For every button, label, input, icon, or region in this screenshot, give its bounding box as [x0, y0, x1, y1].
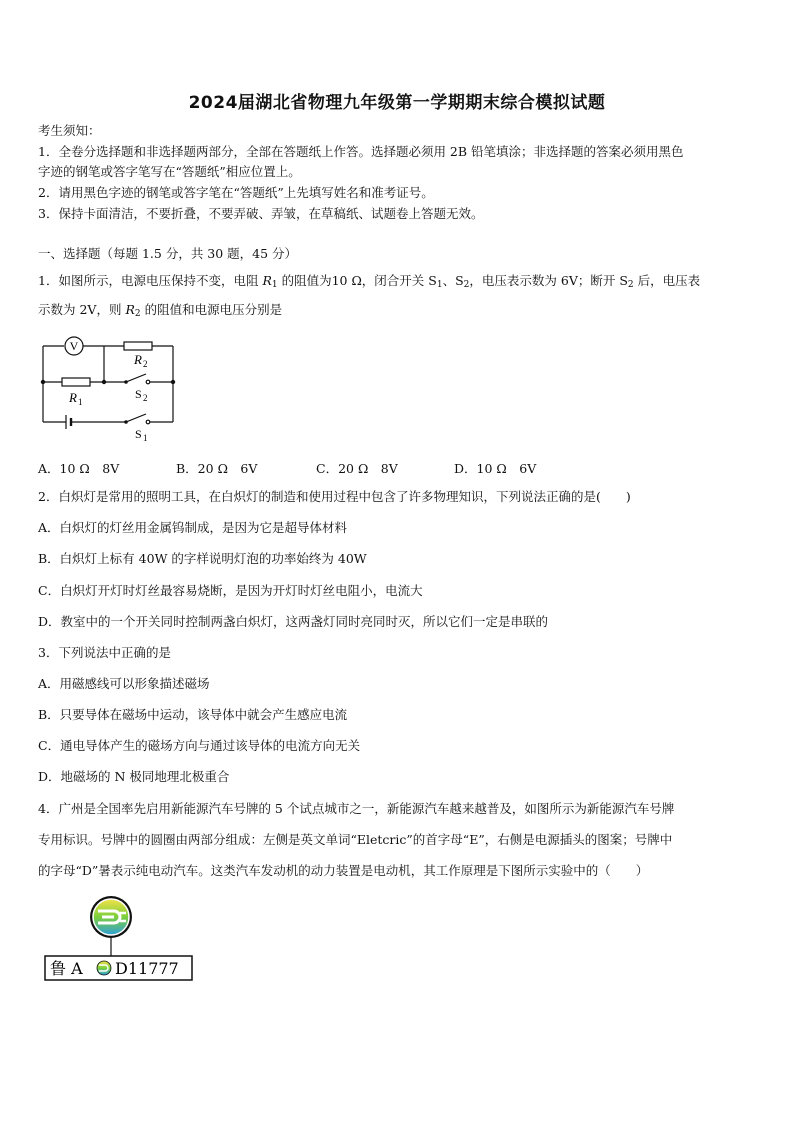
q2-option-a[interactable]: A．白炽灯的灯丝用金属钨制成，是因为它是超导体材料: [38, 520, 348, 535]
r1-label: R: [69, 390, 77, 405]
s1-label: S: [135, 427, 142, 441]
plate-prefix: 鲁 A: [50, 959, 83, 978]
q1-text: 1．如图所示，电源电压保持不变，电阻: [38, 273, 263, 288]
r2-label: R: [134, 352, 142, 367]
q1-option-b[interactable]: B．20 Ω 6V: [176, 461, 258, 476]
q1-s2-sub: 2: [463, 280, 470, 290]
energy-plug-icon: [90, 896, 132, 938]
plate-number: D11777: [115, 959, 179, 978]
q1-text: ，电压表示数为 6V；断开 S: [469, 273, 628, 288]
q2-option-b[interactable]: B．白炽灯上标有 40W 的字样说明灯泡的功率始终为 40W: [38, 551, 367, 566]
q3-option-d[interactable]: D．地磁场的 N 极同地理北极重合: [38, 769, 230, 784]
q1-text: 示数为 2V，则: [38, 302, 126, 317]
q1-options: [38, 459, 536, 477]
section-heading: 一、选择题（每题 1.5 分，共 30 题，45 分）: [38, 246, 298, 261]
q1-text: 后，电压表: [633, 273, 701, 288]
q1-s2-sub: 2: [627, 280, 634, 290]
s1-label-sub: 1: [143, 433, 148, 443]
q1-r2-sub: 2: [134, 309, 141, 319]
q1-text: 、S: [442, 273, 464, 288]
q2-option-d[interactable]: D．教室中的一个开关同时控制两盏白炽灯，这两盏灯同时亮同时灭，所以它们一定是串联的: [38, 614, 549, 629]
circuit-diagram: [38, 336, 183, 446]
q3-option-b[interactable]: B．只要导体在磁场中运动，该导体中就会产生感应电流: [38, 707, 348, 722]
q3-stem: 3．下列说法中正确的是: [38, 645, 171, 660]
q4-stem-line2: 专用标识。号牌中的圆圈由两部分组成：左侧是英文单词“Eletcric”的首字母“E”，右侧是电源插头的图案；号牌中: [38, 832, 673, 847]
q1-r2-symbol: R: [125, 302, 135, 317]
plate-badge-icon: [97, 961, 111, 975]
q1-option-d[interactable]: D．10 Ω 6V: [454, 461, 537, 476]
q4-stem-line1: 4．广州是全国率先启用新能源汽车号牌的 5 个试点城市之一，新能源汽车越来越普及，如图所示为新能源汽车号牌: [38, 801, 675, 816]
r2-label-sub: 2: [143, 359, 148, 369]
q3-option-a[interactable]: A．用磁感线可以形象描述磁场: [38, 676, 210, 691]
q3-option-c[interactable]: C．通电导体产生的磁场方向与通过该导体的电流方向无关: [38, 738, 361, 753]
q1-option-a[interactable]: A．10 Ω 8V: [38, 461, 120, 476]
notice-item-2: 2．请用黑色字迹的钢笔或答字笔在“答题纸”上先填写姓名和准考证号。: [38, 185, 434, 200]
q4-stem-line3: 的字母“D”暑表示纯电动汽车。这类汽车发动机的动力装置是电动机，其工作原理是下图所示实验中的（ ）: [38, 863, 649, 878]
notice-item-3: 3．保持卡面清洁，不要折叠，不要弄破、弄皱，在草稿纸、试题卷上答题无效。: [38, 206, 484, 221]
q1-text: 的阻值为10 Ω，闭合开关 S: [277, 273, 437, 288]
q1-r1-sub: 1: [271, 280, 278, 290]
notice-item-1-cont: 字迹的钢笔或答字笔写在“答题纸”相应位置上。: [38, 164, 301, 179]
q1-stem-line2: [38, 302, 758, 322]
s2-label: S: [135, 387, 142, 401]
notice-item-1: 1．全卷分选择题和非选择题两部分，全部在答题纸上作答。选择题必须用 2B 铅笔填涂；非选择题的答案必须用黑色: [38, 144, 684, 159]
q1-text: 的阻值和电源电压分别是: [140, 302, 283, 317]
exam-title: 2024届湖北省物理九年级第一学期期末综合模拟试题: [188, 93, 606, 113]
q1-s1-sub: 1: [436, 280, 443, 290]
q1-option-c[interactable]: C．20 Ω 8V: [316, 461, 398, 476]
q2-option-c[interactable]: C．白炽灯开灯时灯丝最容易烧断，是因为开灯时灯丝电阻小，电流大: [38, 583, 423, 598]
q1-r1-symbol: R: [262, 273, 272, 288]
voltmeter-label: V: [69, 339, 79, 353]
notice-heading: 考生须知：: [38, 123, 101, 138]
q2-stem: 2．白炽灯是常用的照明工具，在白炽灯的制造和使用过程中包含了许多物理知识，下列说法正确的是( ): [38, 489, 631, 504]
license-plate-figure: [38, 893, 198, 983]
r1-label-sub: 1: [78, 397, 83, 407]
s2-label-sub: 2: [143, 393, 148, 403]
q1-stem-line1: [38, 273, 758, 293]
